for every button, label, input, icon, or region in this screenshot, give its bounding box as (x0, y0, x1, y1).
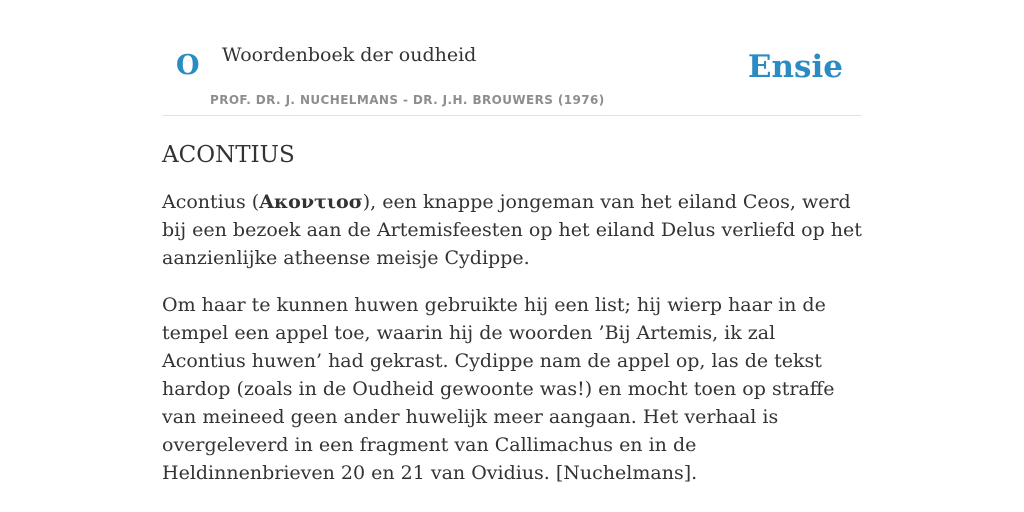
p1-before: Acontius ( (162, 191, 260, 213)
greek-term: Ακοντιοσ (259, 191, 363, 213)
brand-logo[interactable]: Ensie (747, 49, 843, 85)
book-authors: PROF. DR. J. NUCHELMANS - DR. J.H. BROUWERS (1976) (210, 93, 605, 107)
page (162, 0, 862, 487)
book-title[interactable]: Woordenboek der oudheid (222, 44, 477, 66)
entry-paragraph-2: Om haar te kunnen huwen gebruikte hij een list; hij wierp haar in de tempel een appel toe, waarin hij de woorden ’Bij Artemis, ik zal Acontius huwen’ had gekrast. Cydippe nam de appel op, las de tekst hardop (zoals in de Oudheid gewoonte was!) en mocht toen op straffe van meineed geen ander huwelijk meer aangaan. Het verhaal is overgeleverd in een fragment van Callimachus en in de Heldinnenbrieven 20 en 21 van Ovidius. [Nuchelmans]. (162, 294, 835, 484)
entry-title: ACONTIUS (162, 142, 295, 168)
entry-paragraph-1 (162, 188, 862, 272)
page-header (162, 0, 862, 116)
index-letter[interactable]: O (176, 50, 200, 81)
p1-after: ), een knappe jongeman van het eiland Ceos, werd bij een bezoek aan de Artemisfeesten op het eiland Delus verliefd op het aanzienlijke atheense meisje Cydippe. (162, 191, 862, 269)
